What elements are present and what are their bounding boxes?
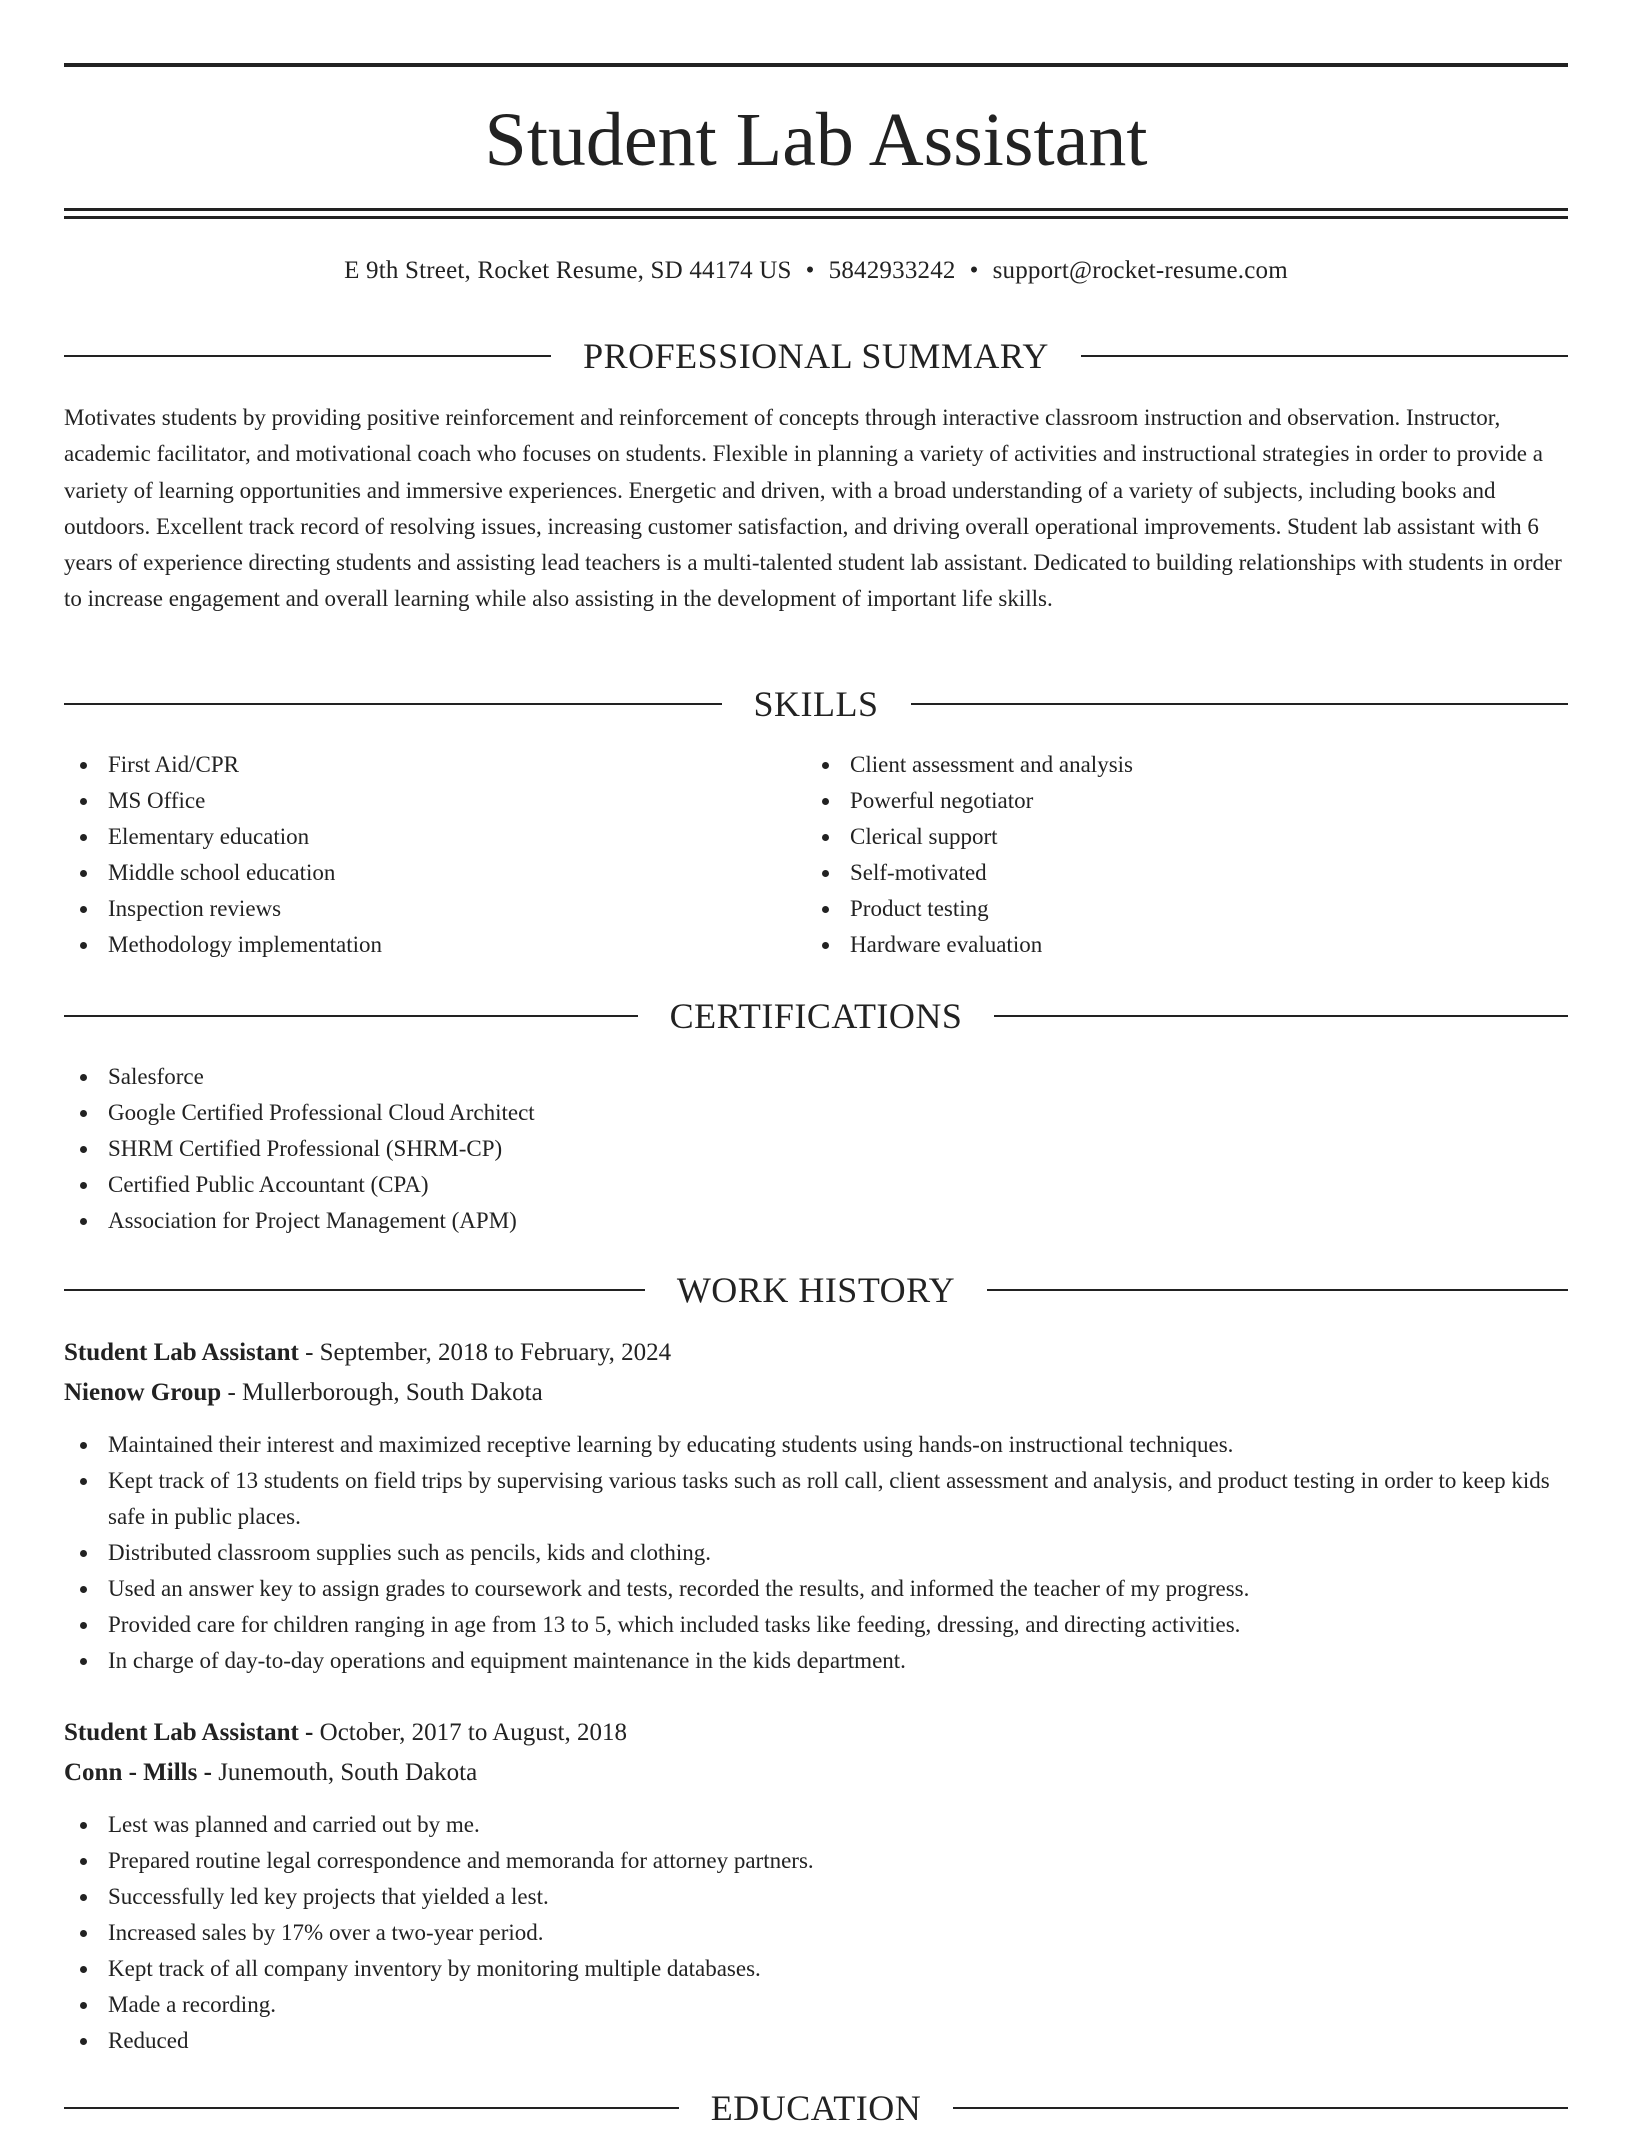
- section-rule-left: [64, 703, 722, 705]
- education-heading: EDUCATION: [710, 2088, 922, 2128]
- skills-list-left: [64, 747, 764, 963]
- skill-item: Inspection reviews: [64, 891, 764, 927]
- job-title-line: [64, 1716, 1568, 1750]
- work-history-heading: WORK HISTORY: [676, 1270, 956, 1310]
- contact-line: [64, 254, 1568, 288]
- contact-address: E 9th Street, Rocket Resume, SD 44174 US: [344, 257, 792, 284]
- contact-separator: •: [969, 257, 979, 284]
- job-bullet: Reduced: [64, 2023, 1568, 2059]
- summary-text: Motivates students by providing positive reinforcement and reinforcement of concepts through interactive classroom instruction and observation. Instructor, academic facilitator, and motivational coach who focuses on students. Flexible in planning a variety of activities and instructional strategies in order to provide a variety of learning opportunities and immersive experiences. Energetic and driven, with a broad understanding of a variety of subjects, including books and outdoors. Excellent track record of resolving issues, increasing customer satisfaction, and driving overall operational improvements. Student lab assistant with 6 years of experience directing students and assisting lead teachers is a multi-talented student lab assistant. Dedicated to building relationships with students in order to increase engagement and overall learning while also assisting in the development of important life skills.: [64, 405, 1562, 612]
- skills-section-header: [64, 682, 1568, 726]
- job-title: Student Lab Assistant -: [64, 1719, 314, 1746]
- job-bullet-list: [64, 1427, 1568, 1679]
- certifications-section-header: [64, 994, 1568, 1038]
- job-location: Junemouth, South Dakota: [211, 1759, 478, 1786]
- job-company: Nienow Group: [64, 1379, 222, 1406]
- job-bullet: Lest was planned and carried out by me.: [64, 1807, 1568, 1843]
- job-company-line: [64, 1376, 1568, 1410]
- job-dates: October, 2017 to August, 2018: [313, 1719, 627, 1746]
- skills-list-right: [806, 747, 1506, 963]
- job-dates: - September, 2018 to February, 2024: [298, 1339, 672, 1366]
- certification-item: Association for Project Management (APM): [64, 1203, 1464, 1239]
- job-bullet: Provided care for children ranging in age from 13 to 5, which included tasks like feeding, dressing, and directing activities.: [64, 1607, 1568, 1643]
- section-rule-right: [987, 1289, 1568, 1291]
- job-bullet: Distributed classroom supplies such as pencils, kids and clothing.: [64, 1535, 1568, 1571]
- job-title-line: [64, 1336, 1568, 1370]
- skill-item: Elementary education: [64, 819, 764, 855]
- education-section-header: [64, 2086, 1568, 2130]
- skill-item: Client assessment and analysis: [806, 747, 1506, 783]
- top-rule: [64, 63, 1568, 67]
- summary-heading: PROFESSIONAL SUMMARY: [583, 336, 1049, 376]
- certifications-heading: CERTIFICATIONS: [669, 996, 963, 1036]
- job-bullet-list: [64, 1807, 1568, 2059]
- skill-item: Methodology implementation: [64, 927, 764, 963]
- section-rule-right: [911, 703, 1569, 705]
- skill-item: Clerical support: [806, 819, 1506, 855]
- skill-item: First Aid/CPR: [64, 747, 764, 783]
- job-bullet: In charge of day-to-day operations and equipment maintenance in the kids department.: [64, 1643, 1568, 1679]
- title-rule-lower: [64, 216, 1568, 219]
- job-company: Conn - Mills -: [64, 1759, 212, 1786]
- contact-separator: •: [805, 257, 815, 284]
- section-rule-right: [1081, 355, 1568, 357]
- skill-item: Middle school education: [64, 855, 764, 891]
- job-bullet: Kept track of 13 students on field trips by supervising various tasks such as roll call, client assessment and analysis, and product testing in order to keep kids safe in public places.: [64, 1463, 1568, 1535]
- job-bullet: Used an answer key to assign grades to coursework and tests, recorded the results, and informed the teacher of my progress.: [64, 1571, 1568, 1607]
- certification-item: Salesforce: [64, 1059, 1464, 1095]
- certification-item: SHRM Certified Professional (SHRM-CP): [64, 1131, 1464, 1167]
- skill-item: Self-motivated: [806, 855, 1506, 891]
- job-bullet: Increased sales by 17% over a two-year period.: [64, 1915, 1568, 1951]
- skills-heading: SKILLS: [753, 684, 879, 724]
- section-rule-left: [64, 355, 551, 357]
- job-bullet: Prepared routine legal correspondence and memoranda for attorney partners.: [64, 1843, 1568, 1879]
- section-rule-right: [953, 2107, 1568, 2109]
- contact-phone: 5842933242: [828, 257, 956, 284]
- section-rule-left: [64, 1015, 638, 1017]
- summary-section-header: [64, 334, 1568, 378]
- job-location: - Mullerborough, South Dakota: [221, 1379, 543, 1406]
- skill-item: Product testing: [806, 891, 1506, 927]
- section-rule-left: [64, 2107, 679, 2109]
- section-rule-right: [994, 1015, 1568, 1017]
- section-rule-left: [64, 1289, 645, 1291]
- job-bullet: Kept track of all company inventory by monitoring multiple databases.: [64, 1951, 1568, 1987]
- job-bullet: Successfully led key projects that yielded a lest.: [64, 1879, 1568, 1915]
- title-rule-upper: [64, 208, 1568, 211]
- work-history-section-header: [64, 1268, 1568, 1312]
- skill-item: MS Office: [64, 783, 764, 819]
- certification-item: Google Certified Professional Cloud Architect: [64, 1095, 1464, 1131]
- job-title: Student Lab Assistant: [64, 1339, 299, 1366]
- job-bullet: Maintained their interest and maximized receptive learning by educating students using hands-on instructional techniques.: [64, 1427, 1568, 1463]
- job-bullet: Made a recording.: [64, 1987, 1568, 2023]
- skill-item: Hardware evaluation: [806, 927, 1506, 963]
- certifications-list: [64, 1059, 1464, 1239]
- skill-item: Powerful negotiator: [806, 783, 1506, 819]
- certification-item: Certified Public Accountant (CPA): [64, 1167, 1464, 1203]
- resume-title: Student Lab Assistant: [484, 98, 1148, 182]
- job-company-line: [64, 1756, 1568, 1790]
- contact-email: support@rocket-resume.com: [992, 257, 1288, 284]
